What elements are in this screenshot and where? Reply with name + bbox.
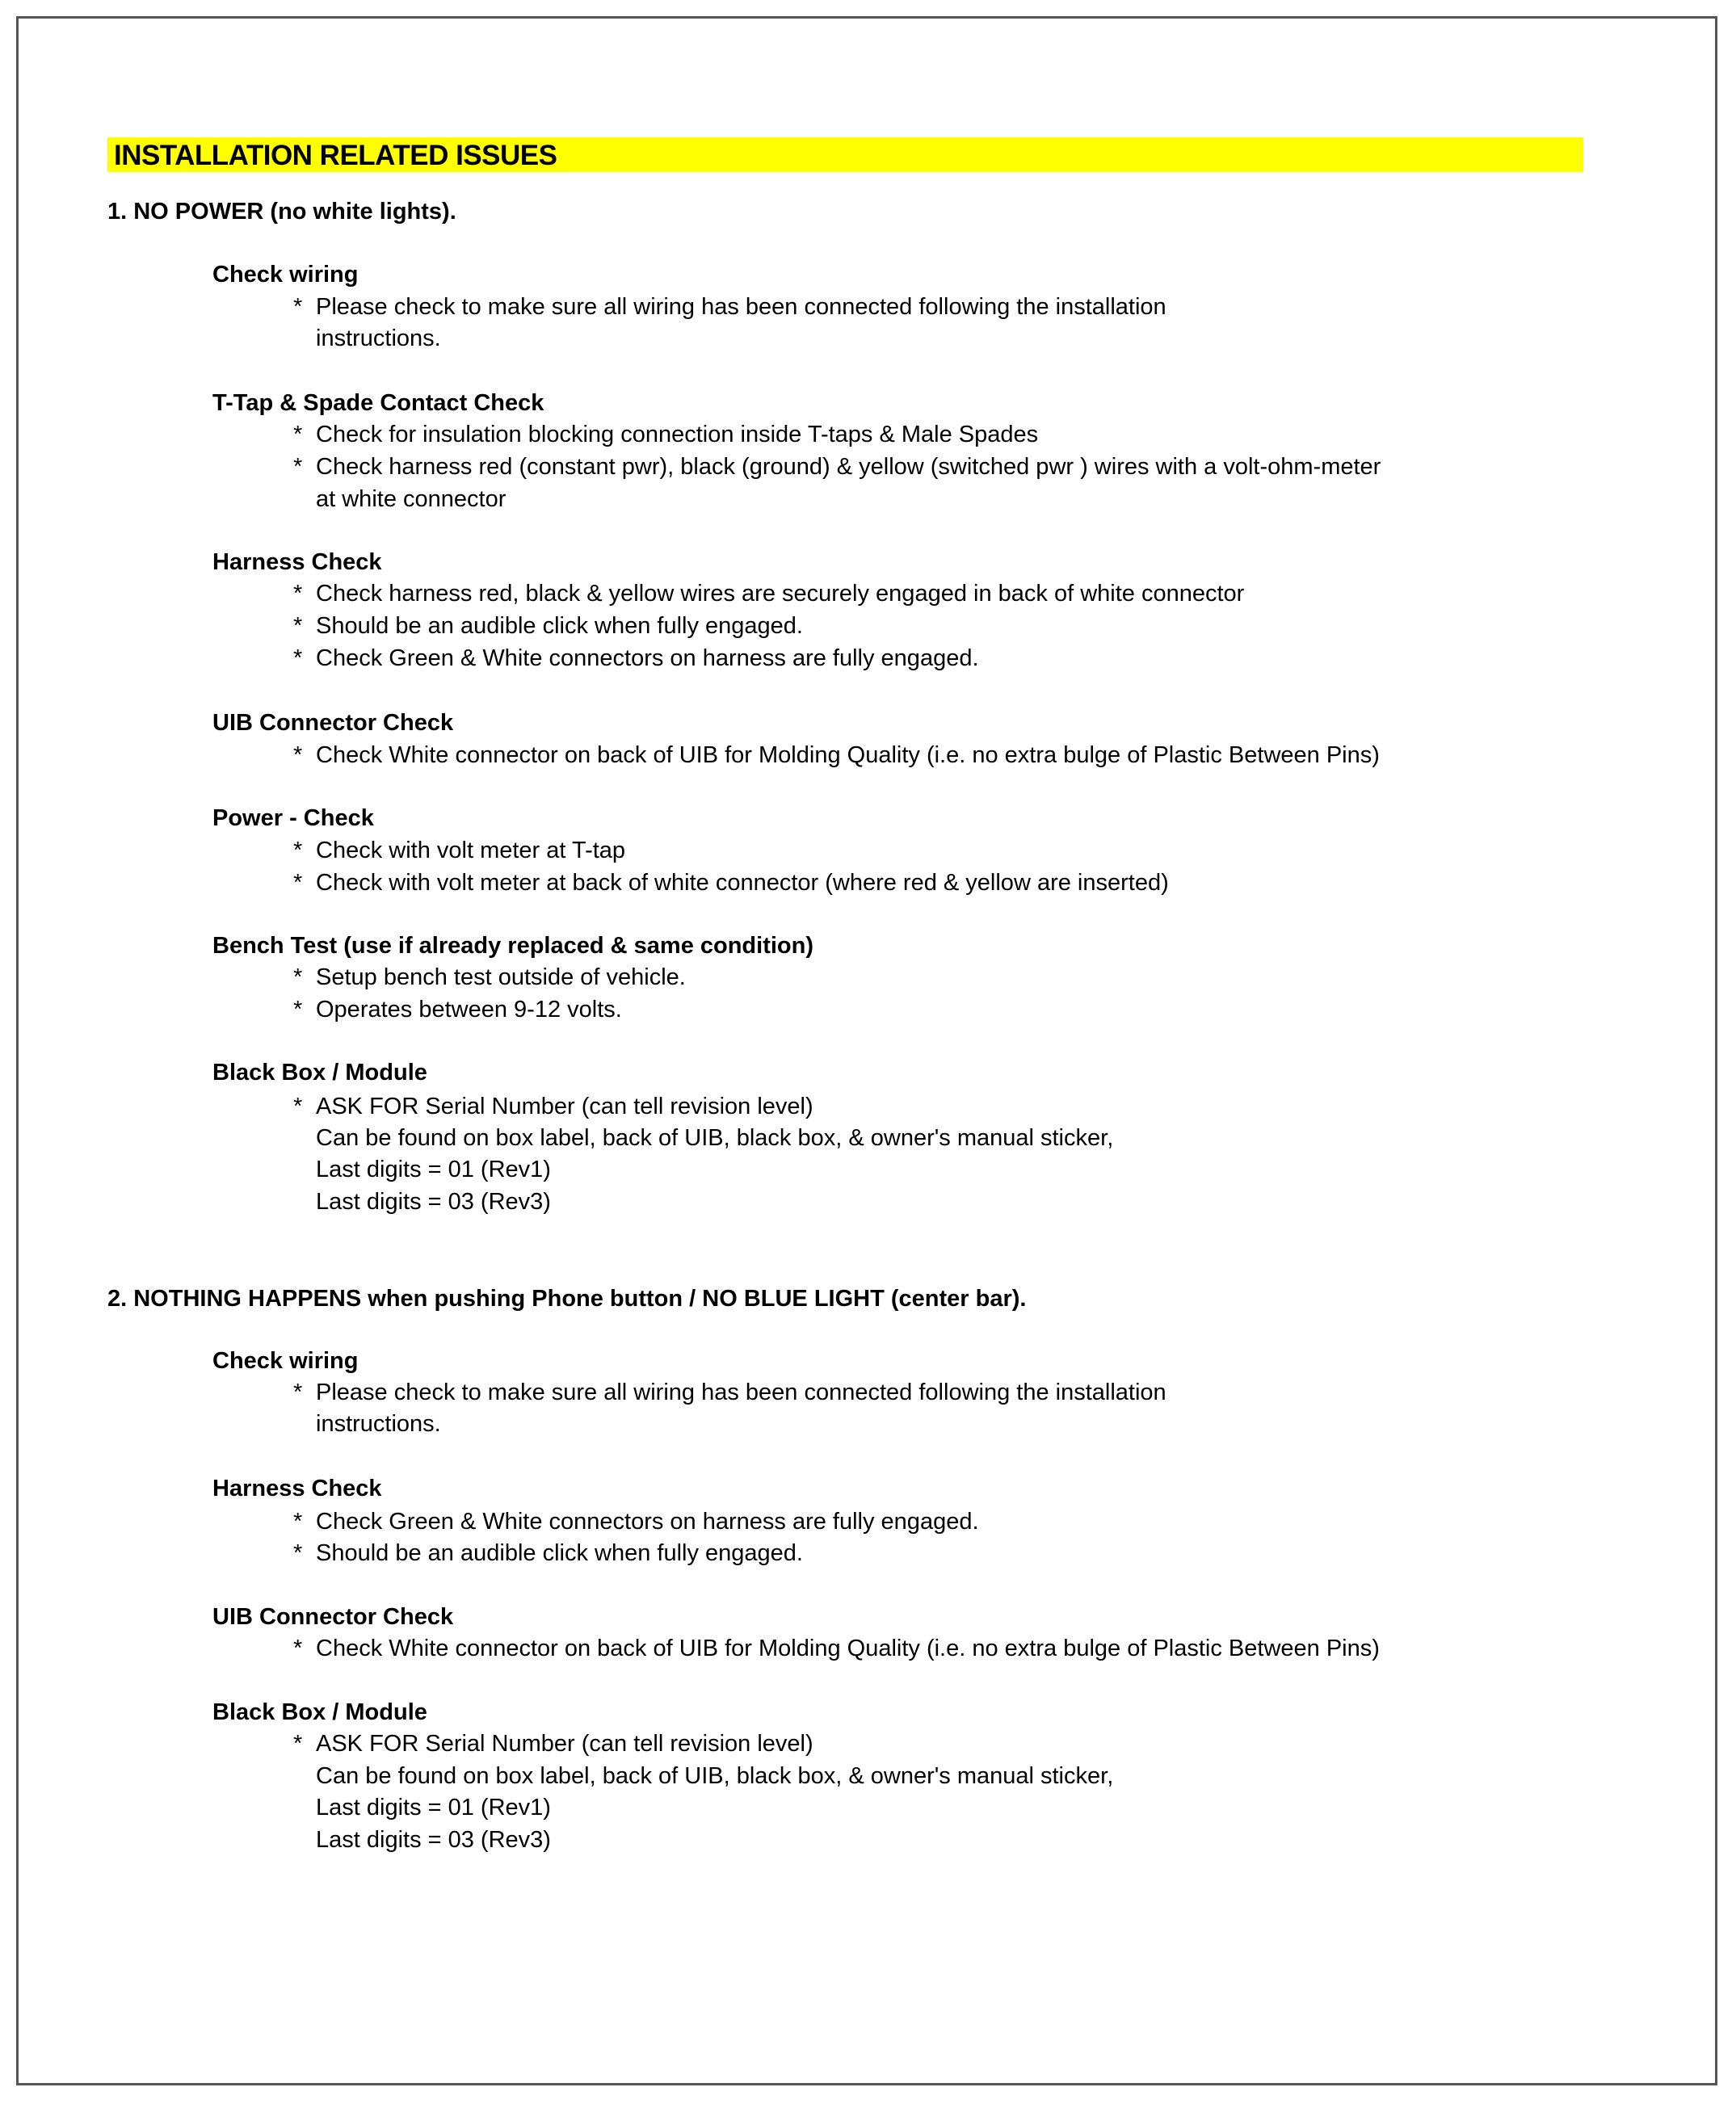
item-text: ASK FOR Serial Number (can tell revision level) (316, 1731, 813, 1757)
bullet-marker: * (293, 838, 303, 863)
item-text: Can be found on box label, back of UIB, black box, & owner's manual sticker, (316, 1125, 1114, 1151)
item-text: Last digits = 03 (Rev3) (316, 1189, 551, 1215)
bullet-marker: * (293, 1380, 303, 1405)
item-text: ASK FOR Serial Number (can tell revision level) (316, 1094, 813, 1119)
item-text: Please check to make sure all wiring has been connected following the installation (316, 1380, 1166, 1405)
bullet-marker: * (293, 1509, 303, 1535)
item-text: Please check to make sure all wiring has been connected following the installation (316, 294, 1166, 320)
bullet-marker: * (293, 454, 303, 480)
item-text: Last digits = 01 (Rev1) (316, 1157, 551, 1182)
section-heading: Black Box / Module (212, 1060, 427, 1086)
item-text: Check Green & White connectors on harness are fully engaged. (316, 1509, 979, 1535)
issue-title-no-power: 1. NO POWER (no white lights). (107, 199, 456, 225)
item-text: Check White connector on back of UIB for Molding Quality (i.e. no extra bulge of Plastic Between Pins) (316, 742, 1380, 768)
bullet-marker: * (293, 422, 303, 447)
item-text: Check harness red, black & yellow wires are securely engaged in back of white connector (316, 581, 1245, 607)
section-heading: Black Box / Module (212, 1699, 427, 1725)
section-heading: UIB Connector Check (212, 710, 454, 736)
item-text: instructions. (316, 325, 441, 351)
bullet-marker: * (293, 294, 303, 320)
section-banner (107, 137, 1583, 172)
section-heading: Power - Check (212, 805, 374, 831)
bullet-marker: * (293, 870, 303, 896)
item-text: Operates between 9-12 volts. (316, 997, 622, 1023)
bullet-marker: * (293, 645, 303, 671)
item-text: Should be an audible click when fully engaged. (316, 613, 803, 639)
bullet-marker: * (293, 613, 303, 639)
item-text: Setup bench test outside of vehicle. (316, 964, 686, 990)
section-heading: T-Tap & Spade Contact Check (212, 390, 544, 416)
issue-title-nothing-happens: 2. NOTHING HAPPENS when pushing Phone button / NO BLUE LIGHT (center bar). (107, 1286, 1027, 1312)
item-text: Check harness red (constant pwr), black (ground) & yellow (switched pwr ) wires with a volt-ohm-meter (316, 454, 1381, 480)
section-heading: Bench Test (use if already replaced & same condition) (212, 933, 814, 959)
bullet-marker: * (293, 1094, 303, 1119)
item-text: Check with volt meter at back of white connector (where red & yellow are inserted) (316, 870, 1169, 896)
item-text: Last digits = 01 (Rev1) (316, 1795, 551, 1821)
item-text: Check Green & White connectors on harness are fully engaged. (316, 645, 979, 671)
bullet-marker: * (293, 1636, 303, 1661)
banner-title: INSTALLATION RELATED ISSUES (114, 140, 557, 171)
item-text: Check for insulation blocking connection inside T-taps & Male Spades (316, 422, 1039, 447)
bullet-marker: * (293, 742, 303, 768)
item-text: Last digits = 03 (Rev3) (316, 1827, 551, 1853)
item-text: Can be found on box label, back of UIB, black box, & owner's manual sticker, (316, 1763, 1114, 1789)
bullet-marker: * (293, 964, 303, 990)
item-text: Should be an audible click when fully engaged. (316, 1540, 803, 1566)
item-text: Check with volt meter at T-tap (316, 838, 626, 863)
item-text: Check White connector on back of UIB for Molding Quality (i.e. no extra bulge of Plastic Between Pins) (316, 1636, 1380, 1661)
section-heading: UIB Connector Check (212, 1604, 454, 1630)
section-heading: Check wiring (212, 1348, 359, 1374)
section-heading: Harness Check (212, 1476, 382, 1501)
section-heading: Harness Check (212, 549, 382, 575)
item-text: instructions. (316, 1411, 441, 1437)
section-heading: Check wiring (212, 262, 359, 288)
bullet-marker: * (293, 997, 303, 1023)
bullet-marker: * (293, 1540, 303, 1566)
bullet-marker: * (293, 581, 303, 607)
bullet-marker: * (293, 1731, 303, 1757)
item-text: at white connector (316, 486, 507, 512)
